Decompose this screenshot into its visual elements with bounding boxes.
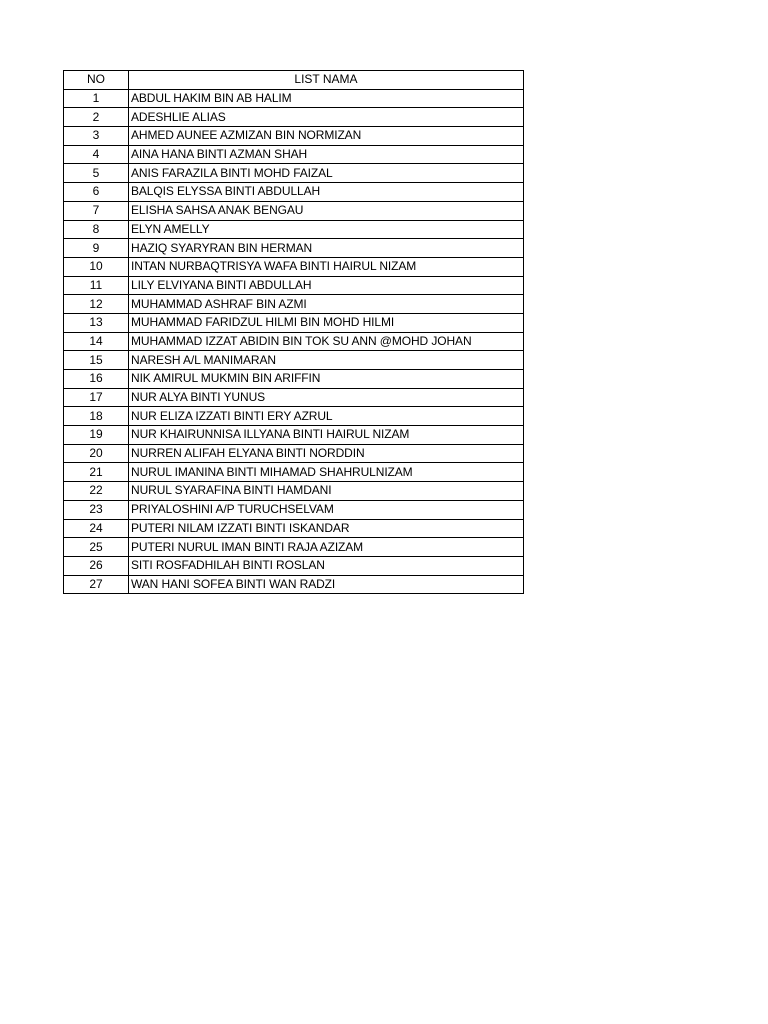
table-row	[64, 426, 524, 445]
student-name: PUTERI NURUL IMAN BINTI RAJA AZIZAM	[129, 538, 524, 557]
row-number: 2	[64, 108, 129, 127]
table-row	[64, 257, 524, 276]
student-name: PUTERI NILAM IZZATI BINTI ISKANDAR	[129, 519, 524, 538]
table-row	[64, 332, 524, 351]
table-row	[64, 89, 524, 108]
table-row	[64, 183, 524, 202]
row-number: 23	[64, 500, 129, 519]
row-number: 11	[64, 276, 129, 295]
student-name: NUR KHAIRUNNISA ILLYANA BINTI HAIRUL NIZAM	[129, 426, 524, 445]
student-name: NUR ALYA BINTI YUNUS	[129, 388, 524, 407]
table-row	[64, 220, 524, 239]
header-list-nama: LIST NAMA	[129, 71, 524, 90]
name-list-table	[63, 70, 524, 594]
table-row	[64, 276, 524, 295]
table-row	[64, 444, 524, 463]
student-name: MUHAMMAD FARIDZUL HILMI BIN MOHD HILMI	[129, 313, 524, 332]
table-row	[64, 575, 524, 594]
student-name: ADESHLIE ALIAS	[129, 108, 524, 127]
row-number: 20	[64, 444, 129, 463]
row-number: 22	[64, 482, 129, 501]
row-number: 1	[64, 89, 129, 108]
table-row	[64, 482, 524, 501]
row-number: 18	[64, 407, 129, 426]
student-name: HAZIQ SYARYRAN BIN HERMAN	[129, 239, 524, 258]
student-name: ELYN AMELLY	[129, 220, 524, 239]
student-name: MUHAMMAD ASHRAF BIN AZMI	[129, 295, 524, 314]
student-name: NIK AMIRUL MUKMIN BIN ARIFFIN	[129, 370, 524, 389]
table-row	[64, 295, 524, 314]
student-name: NARESH A/L MANIMARAN	[129, 351, 524, 370]
table-row	[64, 201, 524, 220]
row-number: 14	[64, 332, 129, 351]
table-row	[64, 313, 524, 332]
row-number: 17	[64, 388, 129, 407]
table-row	[64, 145, 524, 164]
row-number: 24	[64, 519, 129, 538]
student-name: ANIS FARAZILA BINTI MOHD FAIZAL	[129, 164, 524, 183]
student-name: PRIYALOSHINI A/P TURUCHSELVAM	[129, 500, 524, 519]
table-row	[64, 519, 524, 538]
row-number: 4	[64, 145, 129, 164]
header-no: NO	[64, 71, 129, 90]
student-name: AINA HANA BINTI AZMAN SHAH	[129, 145, 524, 164]
student-name: BALQIS ELYSSA BINTI ABDULLAH	[129, 183, 524, 202]
row-number: 6	[64, 183, 129, 202]
table-row	[64, 538, 524, 557]
student-name: NURUL IMANINA BINTI MIHAMAD SHAHRULNIZAM	[129, 463, 524, 482]
row-number: 3	[64, 127, 129, 146]
student-name: MUHAMMAD IZZAT ABIDIN BIN TOK SU ANN @MOHD JOHAN	[129, 332, 524, 351]
table-row	[64, 500, 524, 519]
table-row	[64, 556, 524, 575]
row-number: 26	[64, 556, 129, 575]
row-number: 21	[64, 463, 129, 482]
table-body	[64, 89, 524, 594]
table-row	[64, 164, 524, 183]
row-number: 25	[64, 538, 129, 557]
student-name: LILY ELVIYANA BINTI ABDULLAH	[129, 276, 524, 295]
row-number: 7	[64, 201, 129, 220]
row-number: 10	[64, 257, 129, 276]
student-name: SITI ROSFADHILAH BINTI ROSLAN	[129, 556, 524, 575]
row-number: 12	[64, 295, 129, 314]
table-row	[64, 108, 524, 127]
table-row	[64, 239, 524, 258]
student-name: ELISHA SAHSA ANAK BENGAU	[129, 201, 524, 220]
row-number: 13	[64, 313, 129, 332]
student-name: INTAN NURBAQTRISYA WAFA BINTI HAIRUL NIZAM	[129, 257, 524, 276]
table-row	[64, 370, 524, 389]
table-row	[64, 407, 524, 426]
name-list-sheet	[63, 70, 523, 594]
row-number: 15	[64, 351, 129, 370]
table-header-row	[64, 71, 524, 90]
student-name: NURUL SYARAFINA BINTI HAMDANI	[129, 482, 524, 501]
table-row	[64, 127, 524, 146]
row-number: 27	[64, 575, 129, 594]
table-row	[64, 388, 524, 407]
student-name: WAN HANI SOFEA BINTI WAN RADZI	[129, 575, 524, 594]
row-number: 16	[64, 370, 129, 389]
row-number: 19	[64, 426, 129, 445]
student-name: AHMED AUNEE AZMIZAN BIN NORMIZAN	[129, 127, 524, 146]
table-row	[64, 463, 524, 482]
student-name: NURREN ALIFAH ELYANA BINTI NORDDIN	[129, 444, 524, 463]
row-number: 8	[64, 220, 129, 239]
student-name: NUR ELIZA IZZATI BINTI ERY AZRUL	[129, 407, 524, 426]
row-number: 5	[64, 164, 129, 183]
row-number: 9	[64, 239, 129, 258]
table-row	[64, 351, 524, 370]
student-name: ABDUL HAKIM BIN AB HALIM	[129, 89, 524, 108]
